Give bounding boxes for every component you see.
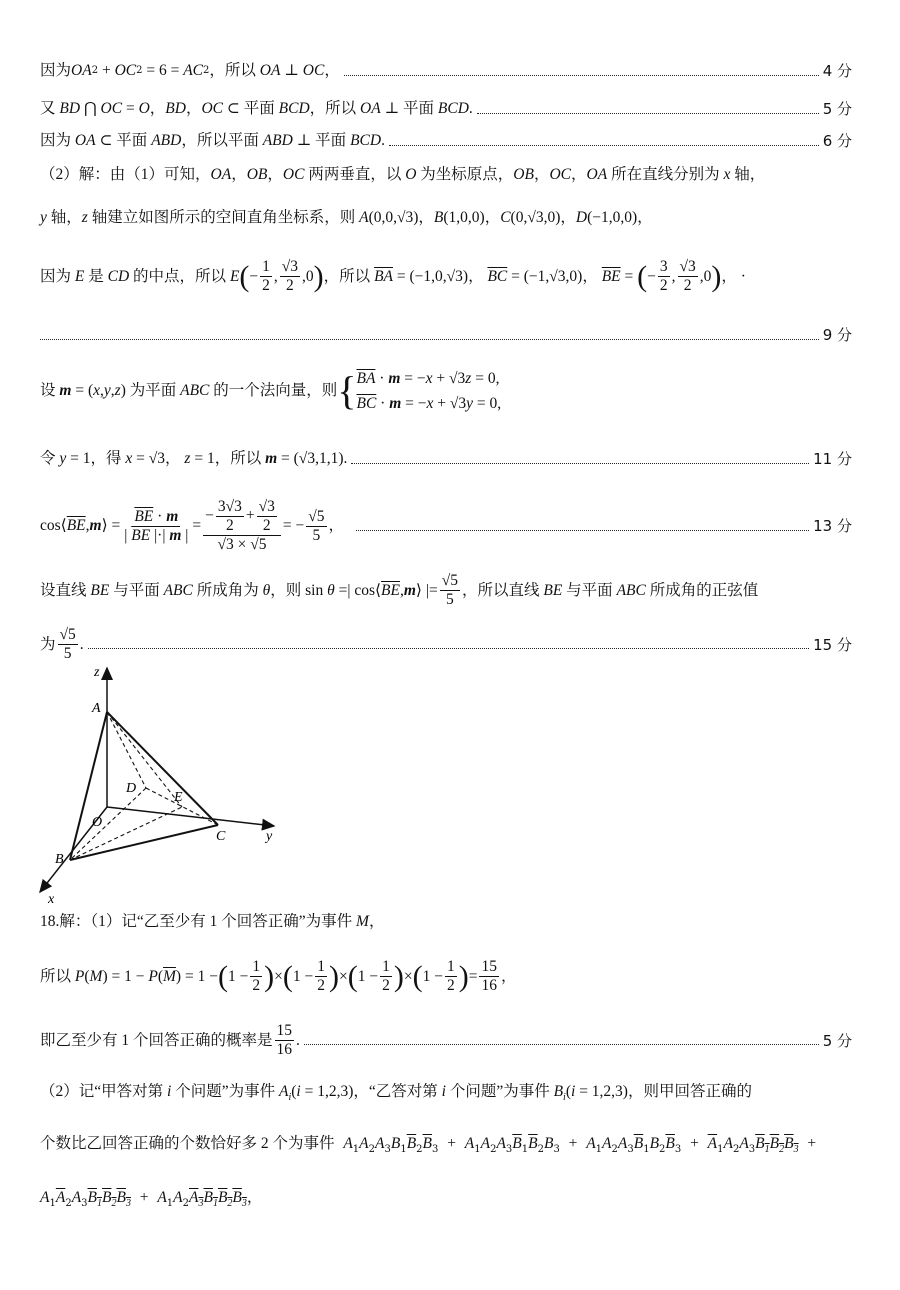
score-label: 5 分: [822, 1031, 852, 1050]
coordinate-figure: [28, 660, 298, 905]
edge-ab: [70, 712, 107, 860]
proof-line-13: 18.解：（1）记“乙至少有 1 个回答正确”为事件 M，: [40, 913, 385, 930]
leader-dots: [344, 75, 819, 76]
score-label: 5 分: [822, 100, 852, 118]
label-d: D: [126, 781, 137, 796]
proof-line-1: 因为 OA 2 + OC 2 = 6 = AC 2 ，所以 OA ⊥ OC ， 4 分: [40, 62, 852, 80]
proof-line-14: 所以 P ( M ) = 1 − P ( $\overline{M}$ ) = 1 − ( 1 − $\frac{1}{2}$ ) × ( 1 − $\frac{1}{2}$ ) × ( 1 − $\frac{1}{2}$ ) × ( 1 − $\frac{1}{2}$ ) = $\frac{15}{16}$ ，: [40, 958, 517, 994]
proof-line-6: 因为 E 是 CD 的中点，所以 E ( − $\frac{1}{2}$ , $\frac{√3}{2}$ ,0 ) ，所以 $\overline{BA}$ = (−1,0,√3)， $\overline{BC}$ = (−1,√3,0)， $\overline{BE}$ = ( − $\frac{3}{2}$ , $\frac{√3}{2}$ ,0 ) ， ·: [40, 258, 746, 294]
edge-ac: [107, 712, 218, 825]
label-a: A: [92, 701, 101, 716]
leader-dots: [88, 648, 809, 649]
leader-dots: [477, 113, 819, 114]
leader-dots: [351, 463, 809, 464]
proof-line-18: $A_1\overline{A}_2A_3B_1B_2B_3 + A_1A_2A_3B_1B_2B_3$，: [40, 1189, 263, 1210]
proof-line-3: 因为 OA ⊂ 平面 ABD ，所以平面 ABD ⊥ 平面 BCD . 6 分: [40, 132, 852, 150]
proof-line-5: y 轴，z 轴建立如图所示的空间直角坐标系，则 A(0,0,√3)，B(1,0,0)，C(0,√3,0)，D(−1,0,0)，: [40, 209, 653, 226]
label-c: C: [216, 829, 226, 844]
leader-dots: [304, 1044, 819, 1045]
score-label: 11 分: [813, 450, 852, 468]
proof-line-9: 令 y = 1，得 x = √3， z = 1，所以 m = (√3,1,1). 11 分: [40, 450, 852, 468]
leader-dots: [40, 339, 819, 340]
proof-line-11: 设直线 BE 与平面 ABC 所成角为 θ ，则 sin θ =| cos⟨ $\overline{BE}$ , m ⟩ |= $\frac{√5}{5}$ ，所以直线 BE 与平面 ABC 所成角的正弦值: [40, 572, 759, 608]
leader-dots: [389, 145, 819, 146]
y-axis: [107, 807, 274, 826]
proof-line-8: 设 m = ( x , y , z ) 为平面 ABC 的一个法向量，则 { $\overline{BA} \cdot m = -x + √3z = 0$, $\overline{BC} \cdot m = -x + √3y = 0$,: [40, 368, 502, 413]
score-label: 15 分: [813, 635, 852, 654]
label-x: x: [48, 892, 55, 905]
leader-dots: [356, 530, 809, 531]
label-b: B: [55, 852, 64, 867]
proof-line-10: cos⟨ $\overline{BE}$ , m ⟩ = $\frac{\overline{BE} \cdot m}{| \overline{BE} |\cdot| m |}$ = − $\frac{3√3}{2}$ + $\frac{√3}{2}$ √3 × √5 = − $\frac{√5}{5}$ ， 13 分: [40, 498, 852, 553]
proof-line-12: 为 $\frac{√5}{5}$ . 15 分: [40, 626, 852, 662]
edge-ad: [107, 712, 146, 788]
proof-line-7: [40, 324, 852, 346]
label-o: O: [92, 815, 103, 830]
edge-db: [70, 788, 146, 860]
proof-line-17: 个数比乙回答正确的个数恰好多 2 个为事件 $A_1A_2A_3B_1\overline{B}_2\overline{B}_3 + A_1A_2A_3\overline{B}_1\overline{B}_2B_3 + A_1A_2A_3\overline{B}_1B_2\overline{B}_3 + \overline{A}_1A_2A_3B_1B_2B_3$ +: [40, 1135, 817, 1156]
proof-line-4: （2）解：由（1）可知，OA，OB，OC 两两垂直，以 O 为坐标原点，OB，OC，OA 所在直线分别为 x 轴，: [40, 166, 766, 183]
score-label: 4 分: [822, 62, 852, 80]
label-e: E: [174, 790, 183, 805]
edge-bc: [70, 825, 218, 860]
score-label: 13 分: [813, 517, 852, 535]
edge-ae: [107, 712, 182, 807]
score-label: 9 分: [822, 326, 852, 344]
label-y: y: [266, 829, 273, 844]
end-comma: ，: [246, 1189, 263, 1206]
score-label: 6 分: [822, 132, 852, 150]
proof-line-16: （2）记“甲答对第 i 个问题”为事件 $A_i(i = 1,2,3)$，“乙答对第 i 个问题”为事件 $B_i(i = 1,2,3)$，则甲回答正确的: [40, 1083, 752, 1104]
label-z: z: [94, 665, 100, 680]
proof-line-2: 又 BD ⋂ OC = O ， BD ， OC ⊂ 平面 BCD ，所以 OA ⊥ 平面 BCD . 5 分: [40, 100, 852, 118]
proof-line-15: 即乙至少有 1 个回答正确的概率是 $\frac{15}{16}$ . 5 分: [40, 1022, 852, 1058]
